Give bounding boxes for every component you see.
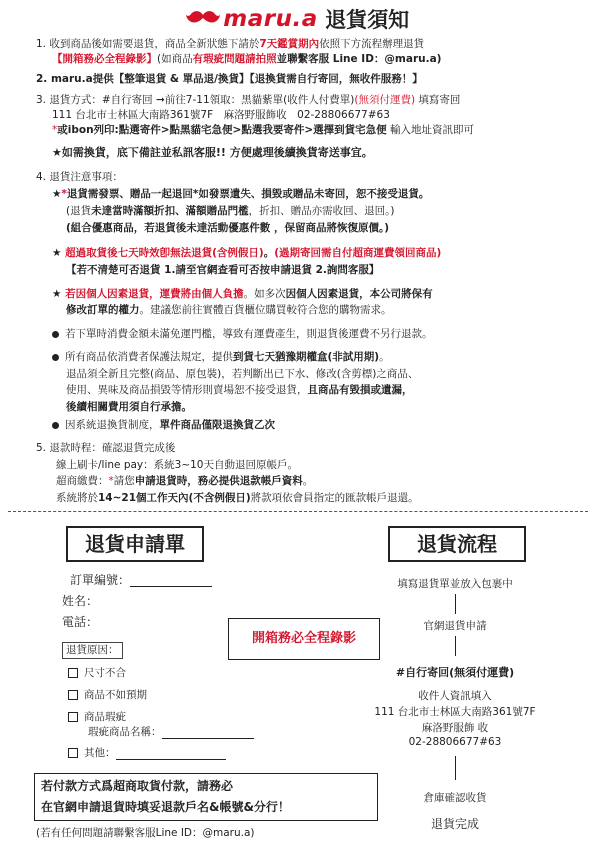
- footer-contact: (若有任何問題請聯繫客服Line ID：@maru.a): [36, 827, 255, 839]
- reason-expectation-checkbox[interactable]: 商品不如預期: [68, 688, 147, 702]
- phone-field[interactable]: 電話：: [62, 615, 99, 629]
- section-5-line-1: 線上刷卡/line pay：系統3~10天自動退回原帳戶。: [56, 459, 298, 471]
- section-4-item-a-3: (組合優惠商品，若退貨後未達活動優惠件數 ，保留商品將恢復原價。): [66, 222, 390, 234]
- brand-logo: maru.a: [223, 6, 318, 32]
- order-number-field[interactable]: 訂單編號：: [70, 573, 212, 587]
- section-4-item-e-4: 後續相關費用須自行承擔。: [66, 401, 192, 413]
- recording-stamp: 開箱務必全程錄影: [228, 618, 380, 660]
- checkbox-icon: [68, 668, 78, 678]
- bullet-icon: [52, 331, 59, 338]
- section-4-item-f: 因系統退換貨制度，單件商品僅限退換貨乙次: [52, 418, 275, 432]
- section-5-line-2: 超商繳費：*請您申請退貨時，務必提供退款帳戶資料。: [56, 475, 314, 487]
- section-1-line-2: 【開箱務必全程錄影】(如商品有瑕疵問題請拍照並聯繫客服 Line ID：@maru.a): [52, 53, 442, 65]
- section-3-exchange-note: ★如需換貨，底下備註並私訊客服!! 方便處理後續換貨寄送事宜。: [52, 146, 373, 159]
- page-header: [0, 4, 595, 32]
- reason-other-checkbox[interactable]: 其他：: [68, 746, 226, 760]
- section-3-ibon: *或ibon列印:點選寄件>點黑貓宅急便>點選我要寄件>選擇到貨宅急便 輸入地址資訊即可: [52, 124, 474, 136]
- reason-defect-checkbox[interactable]: 商品瑕疵: [68, 710, 126, 724]
- section-4-item-c-2: 修改訂單的權力。建議您前往實體百貨櫃位購買較符合您的購物需求。: [66, 304, 392, 316]
- section-4-item-d: 若下單時消費金額未滿免運門檻，導致有運費產生，則退貨後運費不另行退款。: [52, 327, 433, 341]
- section-3-address: 111 台北市士林區大南路361號7F 麻洛野服飾收 02-28806677#63: [52, 109, 390, 121]
- return-form-title: 退貨申請單: [66, 526, 204, 562]
- section-4-item-b-2: 【若不清楚可否退貨 1.請至官網查看可否按申請退貨 2.詢問客服】: [66, 264, 380, 276]
- section-5-line-3: 系統將於14~21個工作天內(不含例假日)將款項依會員指定的匯款帳戶退還。: [56, 492, 419, 504]
- arrow-right-icon: ➞: [156, 94, 165, 106]
- flow-step-recipient: 收件人資訊填入: [418, 690, 492, 702]
- name-field[interactable]: 姓名：: [62, 594, 99, 608]
- flow-connector: [455, 756, 456, 780]
- section-2: 2. maru.a提供【整筆退貨 & 單品退/換貨】【退換貨需自行寄回，無收件服務！】: [36, 73, 423, 85]
- defect-item-field[interactable]: 瑕疵商品名稱：: [88, 725, 254, 739]
- flow-connector: [455, 594, 456, 614]
- return-reason-label: 退貨原因：: [62, 642, 123, 659]
- flow-step-complete: 退貨完成: [430, 817, 479, 831]
- page-title: 退貨須知: [325, 8, 410, 32]
- flow-step-warehouse: 倉庫確認收貨: [423, 792, 487, 804]
- cut-line: [8, 511, 588, 512]
- return-flow-title: 退貨流程: [388, 526, 526, 562]
- bullet-icon: [52, 354, 59, 361]
- flow-step-fill-form: 填寫退貨單並放入包裹中: [397, 578, 513, 590]
- reason-size-checkbox[interactable]: 尺寸不合: [68, 666, 126, 680]
- checkbox-icon: [68, 712, 78, 722]
- section-4-item-e-2: 退品須全新且完整(商品、原包裝)，若判斷出已下水、修改(含剪標)之商品、: [66, 368, 419, 380]
- section-4-title: 4. 退貨注意事項：: [36, 171, 123, 183]
- section-4-item-e-3: 使用、異味及商品損毀等情形則賣場恕不接受退貨，且商品有毀損或遺漏，: [66, 384, 413, 396]
- section-4-item-c-1: ★ 若因個人因素退貨，運費將由個人負擔。如多次因個人因素退貨，本公司將保有: [52, 288, 433, 300]
- section-4-item-a-1: ★*退貨需發票、贈品一起退回*如發票遺失、損毀或贈品未寄回，恕不接受退貨。: [52, 188, 430, 200]
- flow-step-self-ship: #自行寄回(無須付運費): [395, 666, 515, 679]
- section-3-line-1: 3. 退貨方式：#自行寄回 ➞前往7-11領取：黑貓紫單(收件人付費單)(無須付運費) 填寫寄回: [36, 94, 461, 106]
- section-4-item-a-2: (退貨未達當時滿額折扣、滿額贈品門檻，折扣、贈品亦需收回、退回。): [66, 205, 395, 217]
- section-5-title: 5. 退款時程：確認退貨完成後: [36, 442, 176, 454]
- flow-step-address: 111 台北市士林區大南路361號7F: [374, 706, 536, 718]
- cod-refund-note: 若付款方式爲超商取貨付款，請務必 在官網申請退貨時填妥退款戶名&帳號&分行！: [34, 773, 378, 821]
- flow-step-apply-online: 官網退貨申請: [423, 620, 487, 632]
- section-1-line-1: 1. 收到商品後如需要退貨，商品全新狀態下請於7天鑑賞期內依照下方流程辦理退貨: [36, 38, 425, 50]
- section-4-item-e-1: 所有商品依消費者保護法規定，提供到貨七天猶豫期權盒(非試用期)。: [52, 350, 390, 364]
- section-4-item-b-1: ★ 超過取貨後七天時效卽無法退貨(含例假日)。(過期寄回需自付超商運費領回商品): [52, 247, 442, 259]
- mustache-icon: [186, 10, 220, 29]
- flow-step-company: 麻洛野服飾 收: [421, 722, 489, 734]
- checkbox-icon: [68, 690, 78, 700]
- flow-connector: [455, 636, 456, 656]
- checkbox-icon: [68, 748, 78, 758]
- bullet-icon: [52, 422, 59, 429]
- flow-step-phone: 02-28806677#63: [408, 736, 502, 748]
